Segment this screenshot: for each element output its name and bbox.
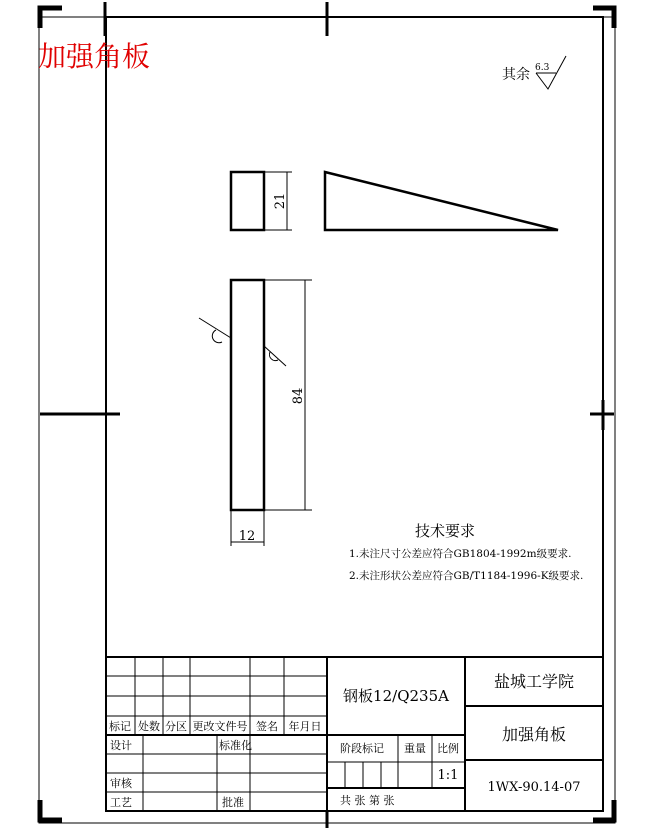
surface-finish-prefix: 其余 [502, 67, 530, 83]
side-surface-marks [199, 318, 286, 366]
process-label: 工艺 [110, 796, 132, 809]
institution-label: 盐城工学院 [493, 672, 575, 691]
surface-finish-symbol [502, 56, 566, 89]
sheets-text: 共 张 第 张 [340, 794, 395, 807]
header-change-doc: 更改文件号 [192, 720, 248, 733]
design-label: 设计 [110, 739, 132, 752]
surface-finish-value: 6.3 [535, 63, 550, 73]
material-label: 钢板12/Q235A [343, 687, 449, 705]
tech-req-item-1: 1.未注尺寸公差应符合GB1804-1992m级要求. [349, 548, 572, 560]
dim-12-label: 12 [238, 529, 256, 544]
header-date: 年月日 [288, 720, 322, 733]
triangle-profile [325, 172, 558, 230]
front-view-block [231, 280, 264, 510]
drawing-number: 1WX-90.14-07 [487, 780, 581, 795]
standardization-label: 标准化 [219, 739, 252, 752]
approve-label: 批准 [222, 796, 244, 809]
tech-req-item-2: 2.未注形状公差应符合GB/T1184-1996-K级要求. [349, 570, 584, 582]
red-title: 加强角板 [38, 40, 151, 73]
dim-84-label: 84 [291, 387, 306, 405]
header-zone: 分区 [165, 720, 187, 733]
header-count: 处数 [138, 720, 160, 733]
part-name-label: 加强角板 [501, 725, 567, 744]
side-view-block [231, 172, 264, 230]
scale-label: 比例 [437, 742, 459, 755]
stage-mark-label: 阶段标记 [340, 742, 384, 755]
tech-req-heading: 技术要求 [414, 522, 476, 540]
dim-21-label: 21 [273, 192, 288, 210]
review-label: 审核 [110, 777, 132, 790]
header-signature: 签名 [256, 720, 278, 733]
scale-value: 1:1 [437, 768, 459, 783]
weight-label: 重量 [404, 742, 426, 755]
header-mark: 标记 [109, 720, 131, 733]
